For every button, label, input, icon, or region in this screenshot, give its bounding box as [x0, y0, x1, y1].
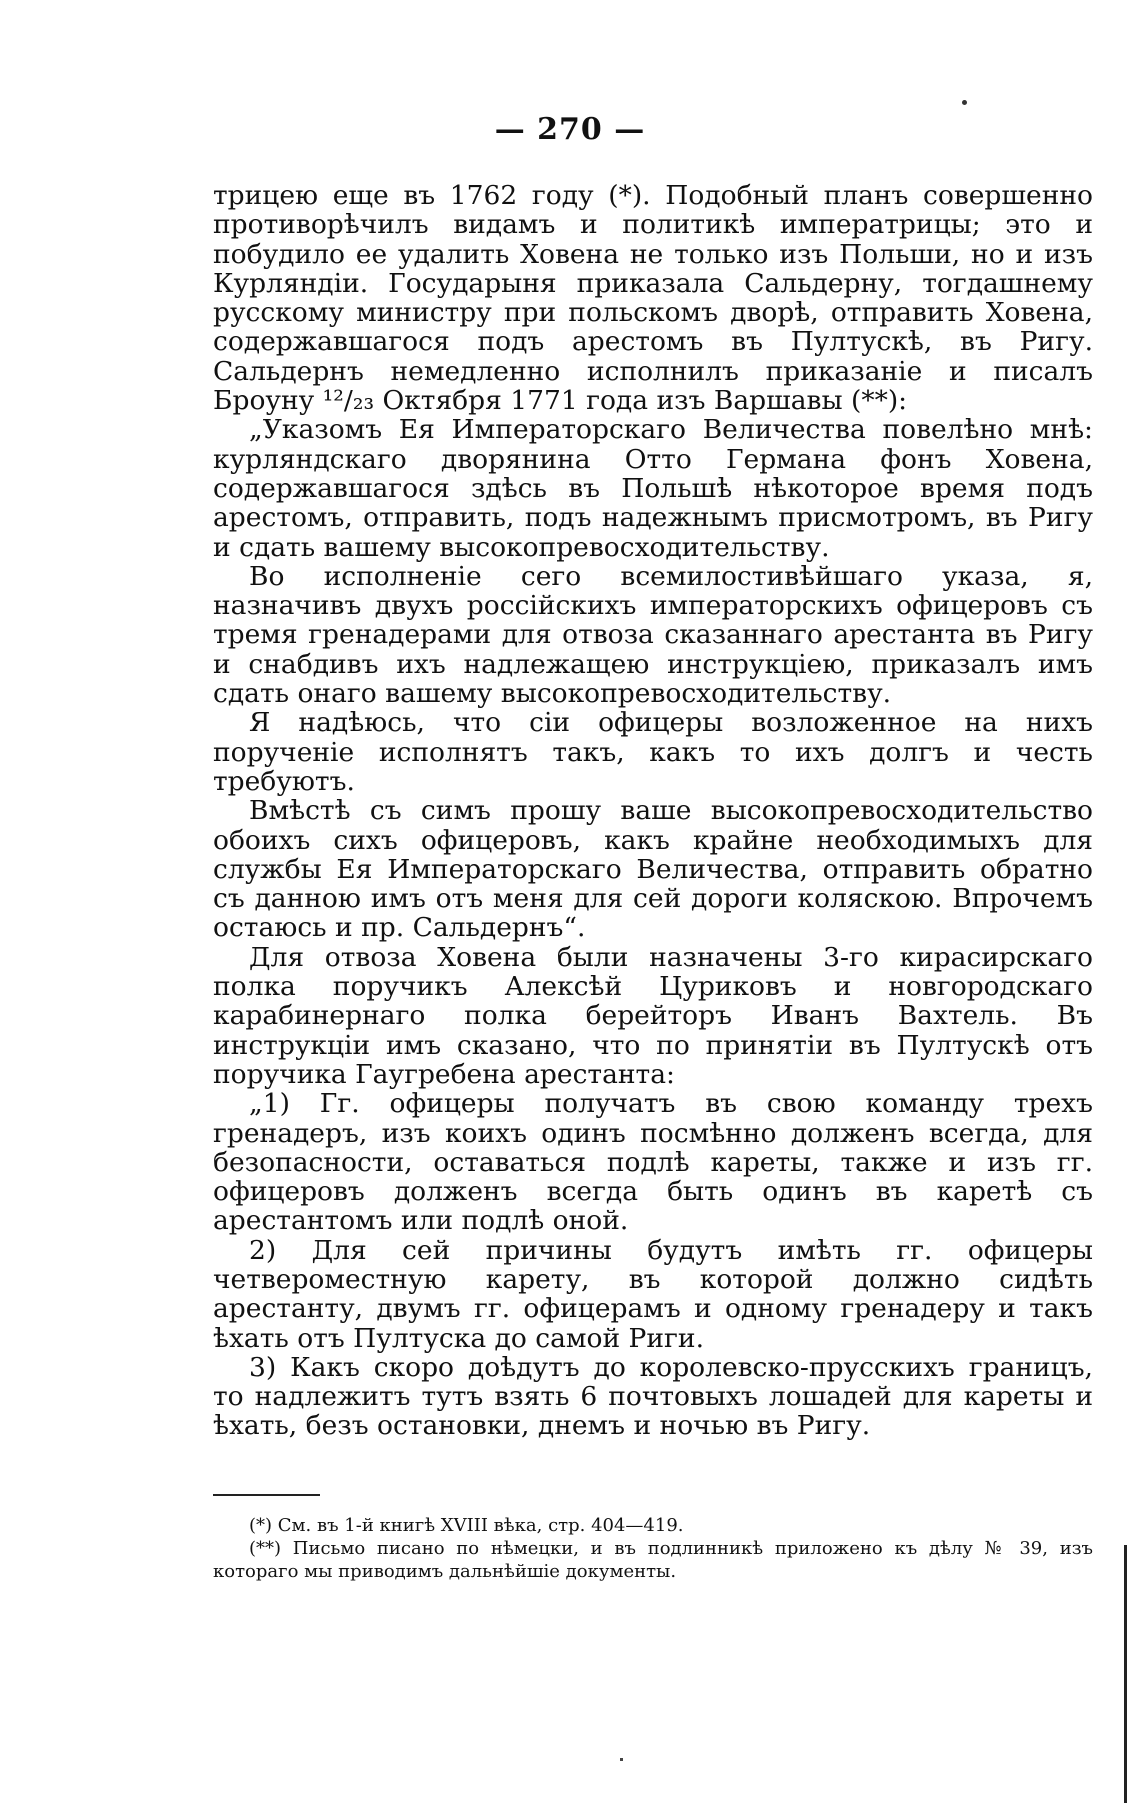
paragraph-8: 2) Для сей причины будутъ имѣть гг. офицеры четвероместную карету, въ которой должно сидѣть арестанту, двумъ гг. офицерамъ и одному гренадеру и такъ ѣхать отъ Пултуска до самой Риги. [213, 1234, 1093, 1354]
footnote-1: (*) См. въ 1-й книгѣ XVIII вѣка, стр. 404—419. [249, 1515, 684, 1536]
footnotes [213, 1514, 1093, 1583]
paragraph-7: „1) Гг. офицеры получатъ въ свою команду трехъ гренадеръ, изъ коихъ одинъ посмѣнно долженъ всегда, для безопасности, оставаться подлѣ кареты, также и изъ гг. офицеровъ долженъ всегда быть одинъ въ каретѣ съ арестантомъ или подлѣ оной. [213, 1088, 1093, 1237]
page-edge-shadow [1124, 1545, 1127, 1803]
paragraph-9: 3) Какъ скоро доѣдутъ до королевско-прусскихъ границъ, то надлежитъ тутъ взять 6 почтовыхъ лошадей для кареты и ѣхать, безъ остановки, днемъ и ночью въ Ригу. [213, 1351, 1093, 1442]
paragraph-6: Для отвоза Ховена были назначены 3-го кирасирскаго полка поручикъ Алексѣй Цуриковъ и новгородскаго карабинернаго полка берейторъ Иванъ Вахтель. Въ инструкціи имъ сказано, что по принятіи въ Пултускѣ отъ поручика Гаугребена арестанта: [213, 941, 1093, 1090]
footnote-2: (**) Письмо писано по нѣмецки, и въ подлинникѣ приложено къ дѣлу № 39, изъ котораго мы приводимъ дальнѣйшіе документы. [213, 1538, 1093, 1582]
paragraph-2: „Указомъ Ея Императорскаго Величества повелѣно мнѣ: курляндскаго дворянина Отто Германа фонъ Ховена, содержавшагося здѣсь въ Польшѣ нѣкоторое время подъ арестомъ, отправить, подъ надежнымъ присмотромъ, въ Ригу и сдать вашему высокопревосходительству. [213, 414, 1093, 563]
paragraph-4: Я надѣюсь, что сіи офицеры возложенное на нихъ порученіе исполнятъ такъ, какъ то ихъ долгъ и честь требуютъ. [213, 707, 1093, 797]
paragraph-1: трицею еще въ 1762 году (*). Подобный планъ совершенно противорѣчилъ видамъ и политикѣ императрицы; это и побудило ее удалить Ховена не только изъ Польши, но и изъ Курляндіи. Государыня приказала Сальдерну, тогдашнему русскому министру при польскомъ дворѣ, отправить Ховена, содержавшагося подъ арестомъ въ Пултускѣ, въ Ригу. Сальдернъ немедленно исполнилъ приказаніе и писалъ Броуну ¹²/₂₃ Октября 1771 года изъ Варшавы (**): [213, 180, 1093, 417]
paragraph-3: Во исполненіе сего всемилостивѣйшаго указа, я, назначивъ двухъ россійскихъ императорскихъ офицеровъ съ тремя гренадерами для отвоза сказаннаго арестанта въ Ригу и снабдивъ ихъ надлежащею инструкціею, приказалъ имъ сдать онаго вашему высокопревосходительству. [213, 560, 1093, 710]
main-text [213, 181, 1093, 1441]
scan-speck [962, 100, 967, 105]
page-number: — 270 — [494, 112, 646, 147]
paragraph-5: Вмѣстѣ съ симъ прошу ваше высокопревосходительство обоихъ сихъ офицеровъ, какъ крайне необходимыхъ для службы Ея Императорскаго Величества, отправить обратно съ данною имъ отъ меня для сей дороги коляскою. Впрочемъ остаюсь и пр. Сальдернъ“. [213, 795, 1093, 944]
footnote-divider [213, 1494, 320, 1496]
scan-speck-bottom [620, 1758, 623, 1761]
